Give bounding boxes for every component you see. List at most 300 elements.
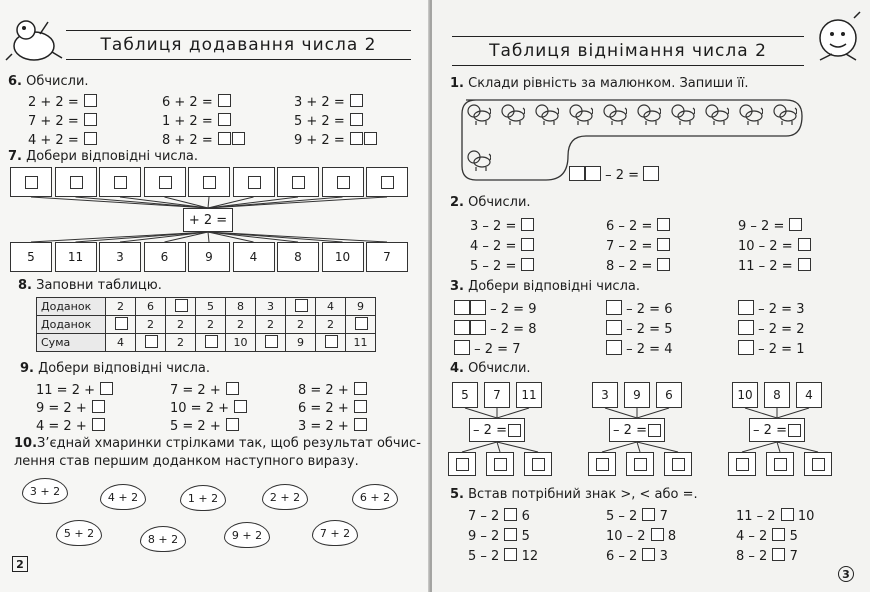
answer-box[interactable] <box>736 458 749 471</box>
equation-text: 7 = 2 + <box>170 383 221 398</box>
page-left <box>0 0 430 592</box>
answer-box[interactable] <box>84 113 97 126</box>
lion-icon <box>704 102 729 126</box>
comparison-term: 5 <box>789 529 798 544</box>
bottom-number-box: 7 <box>366 242 408 272</box>
arrow-line <box>605 408 637 418</box>
arrow-line <box>637 442 640 452</box>
answer-box[interactable] <box>470 300 486 315</box>
answer-box[interactable] <box>788 424 801 437</box>
bottom-number-box: 9 <box>188 242 230 272</box>
table-cell: 2 <box>256 316 286 334</box>
answer-box[interactable] <box>738 340 754 355</box>
equation <box>738 218 802 234</box>
top-box <box>322 167 364 197</box>
page-number: 2 <box>12 556 28 572</box>
page-right <box>432 0 870 592</box>
answer-box[interactable] <box>454 340 470 355</box>
row-label: Сума <box>37 334 106 352</box>
answer-box[interactable] <box>532 458 545 471</box>
comparison <box>736 528 798 544</box>
connector-line <box>120 232 208 242</box>
comparison-term: 6 – 2 <box>606 549 638 564</box>
answer-box[interactable] <box>100 382 113 395</box>
lion-icon <box>602 102 627 126</box>
equation <box>162 113 231 129</box>
comparison-term: 7 <box>659 509 668 524</box>
connector-line <box>208 232 298 242</box>
cloud[interactable]: 4 + 2 <box>100 484 146 510</box>
answer-box[interactable] <box>642 548 655 561</box>
task-5-heading: 5. Встав потрібний знак >, < або =. <box>450 487 698 502</box>
answer-box[interactable] <box>606 320 622 335</box>
answer-box[interactable] <box>364 132 377 145</box>
lion-icon <box>636 102 661 126</box>
top-box <box>99 167 141 197</box>
equation <box>470 258 534 274</box>
top-box <box>366 167 408 197</box>
equation <box>28 94 97 110</box>
comparison-term: – 2 <box>618 509 638 524</box>
cloud[interactable]: 3 + 2 <box>22 478 68 504</box>
comparison <box>736 548 798 564</box>
equation <box>454 340 520 357</box>
table-cell: 2 <box>106 298 136 316</box>
answer-box[interactable] <box>504 528 517 541</box>
cloud[interactable]: 6 + 2 <box>352 484 398 510</box>
answer-box[interactable] <box>226 382 239 395</box>
answer-box[interactable] <box>248 176 261 189</box>
answer-box[interactable] <box>337 176 350 189</box>
answer-box[interactable] <box>738 300 754 315</box>
answer-box[interactable] <box>521 218 534 231</box>
table-cell: 5 <box>196 298 226 316</box>
table-cell[interactable] <box>106 316 136 334</box>
equation <box>294 132 377 148</box>
equation-text: – 2 = 5 <box>626 322 673 337</box>
cloud[interactable]: 9 + 2 <box>224 522 270 548</box>
equation-text: 4 + 2 = <box>28 133 79 148</box>
equation-text: 1 + 2 = <box>162 114 213 129</box>
comparison <box>736 508 814 524</box>
equation-text: 3 = 2 + <box>298 419 349 434</box>
equation-text: 6 + 2 = <box>162 95 213 110</box>
number-box: 10 <box>732 382 758 408</box>
table-row <box>37 334 376 352</box>
equation-text: 9 + 2 = <box>294 133 345 148</box>
equation-text: – 2 = 4 <box>626 342 673 357</box>
table-cell: 2 <box>316 316 346 334</box>
equation <box>36 382 113 398</box>
operation-box <box>609 418 665 442</box>
answer-box[interactable] <box>355 317 368 330</box>
answer-box[interactable] <box>25 176 38 189</box>
bottom-number-box: 11 <box>55 242 97 272</box>
equation <box>606 320 672 337</box>
cloud[interactable]: 2 + 2 <box>262 484 308 510</box>
task-1-equation: – 2 = <box>569 166 659 183</box>
equation <box>738 258 811 274</box>
answer-box[interactable] <box>115 317 128 330</box>
arrow-line <box>465 408 497 418</box>
equation <box>470 218 534 234</box>
equation-text: – 2 = 7 <box>474 342 521 357</box>
comparison-term: 6 <box>521 509 530 524</box>
bottom-number-box: 6 <box>144 242 186 272</box>
operation-text: – 2 = <box>613 422 647 438</box>
comparison-term: 7 – 2 <box>468 509 500 524</box>
answer-box[interactable] <box>175 299 188 312</box>
table-row <box>37 298 376 316</box>
answer-box[interactable] <box>354 400 367 413</box>
equation-text: 5 + 2 = <box>294 114 345 129</box>
table-cell: 2 <box>136 316 166 334</box>
equation <box>36 400 105 416</box>
equation <box>738 340 804 357</box>
comparison-term: 4 – 2 <box>736 529 768 544</box>
connector-line <box>31 232 208 242</box>
answer-box[interactable] <box>781 508 794 521</box>
answer-box[interactable] <box>226 418 239 431</box>
top-box <box>55 167 97 197</box>
connector-line <box>165 197 209 208</box>
table-cell: 2 <box>196 316 226 334</box>
equation <box>162 94 231 110</box>
equation-text: – 2 = 3 <box>758 302 805 317</box>
equation <box>28 132 97 148</box>
equation-text: 8 = 2 + <box>298 383 349 398</box>
equation <box>738 238 811 254</box>
answer-box[interactable] <box>325 335 338 348</box>
arrow-line <box>637 442 678 452</box>
answer-box[interactable] <box>494 458 507 471</box>
number-box: 6 <box>656 382 682 408</box>
equation <box>36 418 105 434</box>
answer-box[interactable] <box>774 458 787 471</box>
operation-box <box>749 418 805 442</box>
lion-icon <box>466 148 491 172</box>
equation <box>454 300 536 317</box>
bottom-number-box: 4 <box>233 242 275 272</box>
connector-line <box>208 197 387 208</box>
task-8-heading: 8. Заповни таблицю. <box>18 278 162 293</box>
addition-table <box>36 297 376 352</box>
table-row <box>37 316 376 334</box>
answer-box[interactable] <box>232 132 245 145</box>
connector-line <box>76 197 209 208</box>
equation <box>606 300 672 317</box>
task-9-heading: 9. Добери відповідні числа. <box>20 361 210 376</box>
bottom-number-box: 8 <box>277 242 319 272</box>
equation-text: 4 – 2 = <box>470 239 517 254</box>
answer-box[interactable] <box>634 458 647 471</box>
cloud[interactable]: 7 + 2 <box>312 520 358 546</box>
top-box <box>144 167 186 197</box>
answer-box[interactable] <box>657 238 670 251</box>
connector-line <box>208 197 209 208</box>
arrow-line <box>745 408 777 418</box>
answer-box[interactable] <box>354 418 367 431</box>
arrow-line <box>602 442 637 452</box>
answer-box[interactable] <box>350 94 363 107</box>
table-cell[interactable] <box>196 334 226 352</box>
cloud[interactable]: 1 + 2 <box>180 485 226 511</box>
answer-box[interactable] <box>804 452 832 476</box>
equation-text: 9 – 2 = <box>738 219 785 234</box>
equation-text: 7 – 2 = <box>606 239 653 254</box>
comparison <box>606 528 676 544</box>
equation-text: 4 = 2 + <box>36 419 87 434</box>
comparison-term: 8 – 2 <box>736 549 768 564</box>
answer-box[interactable] <box>205 335 218 348</box>
page-number-right: 3 <box>838 566 854 582</box>
lion-icon <box>534 102 559 126</box>
answer-box[interactable] <box>504 548 517 561</box>
answer-box[interactable] <box>508 424 521 437</box>
table-cell: 2 <box>226 316 256 334</box>
answer-box[interactable] <box>470 320 486 335</box>
equation-text: 10 = 2 + <box>170 401 229 416</box>
equation-text: 8 + 2 = <box>162 133 213 148</box>
lion-icon <box>568 102 593 126</box>
connector-line <box>208 197 254 208</box>
number-box: 4 <box>796 382 822 408</box>
equation <box>170 418 239 434</box>
answer-box[interactable] <box>295 299 308 312</box>
table-cell: 3 <box>256 298 286 316</box>
answer-box[interactable] <box>728 452 756 476</box>
equation <box>470 238 534 254</box>
answer-box[interactable] <box>145 335 158 348</box>
answer-box[interactable] <box>448 452 476 476</box>
connector-line <box>208 232 209 242</box>
table-cell: 9 <box>346 298 376 316</box>
answer-box[interactable] <box>218 113 231 126</box>
connector-line <box>120 197 208 208</box>
answer-box[interactable] <box>738 320 754 335</box>
equation-text: 8 – 2 = <box>606 259 653 274</box>
equation <box>738 300 804 317</box>
answer-box[interactable] <box>642 508 655 521</box>
table-cell: 6 <box>136 298 166 316</box>
answer-box[interactable] <box>159 176 172 189</box>
comparison-term: 5 <box>521 529 530 544</box>
comparison-term: 3 <box>659 549 668 564</box>
number-box: 3 <box>592 382 618 408</box>
table-cell[interactable] <box>166 298 196 316</box>
answer-box[interactable] <box>265 335 278 348</box>
top-box <box>10 167 52 197</box>
table-cell: 10 <box>226 334 256 352</box>
answer-box[interactable] <box>588 452 616 476</box>
answer-box[interactable] <box>218 94 231 107</box>
answer-box[interactable] <box>234 400 247 413</box>
answer-box[interactable] <box>70 176 83 189</box>
top-box <box>233 167 275 197</box>
comparison <box>606 508 668 524</box>
equation-text: 10 – 2 = <box>738 239 793 254</box>
answer-box[interactable] <box>596 458 609 471</box>
equation <box>298 382 367 398</box>
arrow-line <box>462 442 497 452</box>
answer-box[interactable] <box>651 528 664 541</box>
answer-box[interactable] <box>798 238 811 251</box>
table-cell: 2 <box>166 316 196 334</box>
lion-mascot-icon <box>810 10 866 70</box>
page-title: Таблиця додавання числа 2 <box>66 30 411 60</box>
answer-box[interactable] <box>772 548 785 561</box>
task-1-heading: 1. Склади рівність за малюнком. Запиши її. <box>450 76 749 91</box>
comparison-term: 7 <box>789 549 798 564</box>
operation-box <box>469 418 525 442</box>
answer-box[interactable] <box>114 176 127 189</box>
answer-box[interactable] <box>292 176 305 189</box>
equation-text: 6 – 2 = <box>606 219 653 234</box>
answer-box[interactable] <box>521 258 534 271</box>
answer-box[interactable] <box>648 424 661 437</box>
comparison-term: 8 <box>667 529 677 544</box>
number-box: 5 <box>452 382 478 408</box>
table-cell[interactable] <box>136 334 166 352</box>
equation-text: 6 = 2 + <box>298 401 349 416</box>
cloud[interactable]: 5 + 2 <box>56 520 102 546</box>
bottom-number-box: 3 <box>99 242 141 272</box>
answer-box[interactable] <box>626 452 654 476</box>
answer-box[interactable] <box>354 382 367 395</box>
equation <box>298 400 367 416</box>
lion-icon <box>772 102 797 126</box>
arrow-line <box>777 442 780 452</box>
top-box <box>277 167 319 197</box>
task-6-heading: 6. Обчисли. <box>8 74 89 89</box>
answer-box[interactable] <box>812 458 825 471</box>
answer-box[interactable] <box>84 132 97 145</box>
task-3-heading: 3. Добери відповідні числа. <box>450 279 640 294</box>
answer-box[interactable] <box>454 300 470 315</box>
equation-text: – 2 = 1 <box>758 342 805 357</box>
answer-box[interactable] <box>798 258 811 271</box>
equation <box>606 238 670 254</box>
table-cell: 4 <box>106 334 136 352</box>
arrow-line <box>497 408 529 418</box>
equation-text: 3 – 2 = <box>470 219 517 234</box>
connector-line <box>165 232 209 242</box>
top-box <box>188 167 230 197</box>
equation-text: 3 + 2 = <box>294 95 345 110</box>
answer-box[interactable] <box>772 528 785 541</box>
connector-line <box>31 197 208 208</box>
comparison <box>468 508 530 524</box>
answer-box[interactable] <box>84 94 97 107</box>
answer-box[interactable] <box>606 340 622 355</box>
lion-icon <box>466 102 491 126</box>
comparison-term: 5 <box>606 509 615 524</box>
answer-box[interactable] <box>657 258 670 271</box>
comparison-term: 10 <box>797 509 815 524</box>
bottom-number-box: 5 <box>10 242 52 272</box>
comparison <box>468 528 530 544</box>
equation <box>738 320 804 337</box>
answer-box[interactable] <box>456 458 469 471</box>
answer-box[interactable] <box>381 176 394 189</box>
task-7-heading: 7. Добери відповідні числа. <box>8 149 198 164</box>
comparison-term: 10 – 2 <box>606 529 646 544</box>
answer-box[interactable] <box>664 452 692 476</box>
arrow-line <box>777 408 809 418</box>
equation <box>28 113 97 129</box>
answer-box[interactable] <box>672 458 685 471</box>
answer-box[interactable] <box>350 132 363 145</box>
page-title-right: Таблиця віднімання числа 2 <box>452 36 804 66</box>
equation-text: 11 – 2 = <box>738 259 793 274</box>
table-cell: 11 <box>346 334 376 352</box>
connector-line <box>208 232 254 242</box>
table-cell: 2 <box>166 334 196 352</box>
connector-line <box>208 197 343 208</box>
bottom-number-box: 10 <box>322 242 364 272</box>
answer-box[interactable] <box>218 132 231 145</box>
equation-text: 9 = 2 + <box>36 401 87 416</box>
task-2-heading: 2. Обчисли. <box>450 195 531 210</box>
equation <box>606 258 670 274</box>
comparison-term: 5 – 2 <box>468 549 500 564</box>
equation <box>170 382 239 398</box>
arrow-line <box>777 442 818 452</box>
answer-box[interactable] <box>657 218 670 231</box>
answer-box[interactable] <box>606 300 622 315</box>
row-label: Доданок <box>37 316 106 334</box>
arrow-line <box>497 442 500 452</box>
answer-box[interactable] <box>504 508 517 521</box>
equation-text: 11 = 2 + <box>36 383 95 398</box>
answer-box[interactable] <box>766 452 794 476</box>
equation <box>606 340 672 357</box>
equation-text: – 2 = 6 <box>626 302 673 317</box>
number-box: 11 <box>516 382 542 408</box>
number-box: 8 <box>764 382 790 408</box>
equation-text: 7 + 2 = <box>28 114 79 129</box>
answer-box[interactable] <box>789 218 802 231</box>
answer-box[interactable] <box>524 452 552 476</box>
table-cell: 8 <box>226 298 256 316</box>
table-cell: 2 <box>286 316 316 334</box>
operation-box: + 2 = <box>183 208 233 232</box>
answer-box[interactable] <box>521 238 534 251</box>
lion-icon <box>738 102 763 126</box>
equation <box>294 113 363 129</box>
cloud[interactable]: 8 + 2 <box>140 526 186 552</box>
table-cell[interactable] <box>286 298 316 316</box>
lion-icon <box>670 102 695 126</box>
connector-line <box>208 232 343 242</box>
answer-box[interactable] <box>92 400 105 413</box>
table-cell[interactable] <box>256 334 286 352</box>
answer-box[interactable] <box>486 452 514 476</box>
answer-box[interactable] <box>203 176 216 189</box>
task-10-heading: 10.З’єднай хмаринки стрілками так, щоб результат обчис- <box>14 436 421 451</box>
equation-text: – 2 = 9 <box>490 302 537 317</box>
table-cell[interactable] <box>346 316 376 334</box>
dragon-icon <box>4 14 64 66</box>
answer-box[interactable] <box>92 418 105 431</box>
table-cell[interactable] <box>316 334 346 352</box>
answer-box[interactable] <box>454 320 470 335</box>
arrow-line <box>637 408 669 418</box>
equation-text: 2 + 2 = <box>28 95 79 110</box>
answer-box[interactable] <box>350 113 363 126</box>
table-cell: 9 <box>286 334 316 352</box>
task-10-heading-line2: лення став першим доданком наступного виразу. <box>14 454 359 469</box>
